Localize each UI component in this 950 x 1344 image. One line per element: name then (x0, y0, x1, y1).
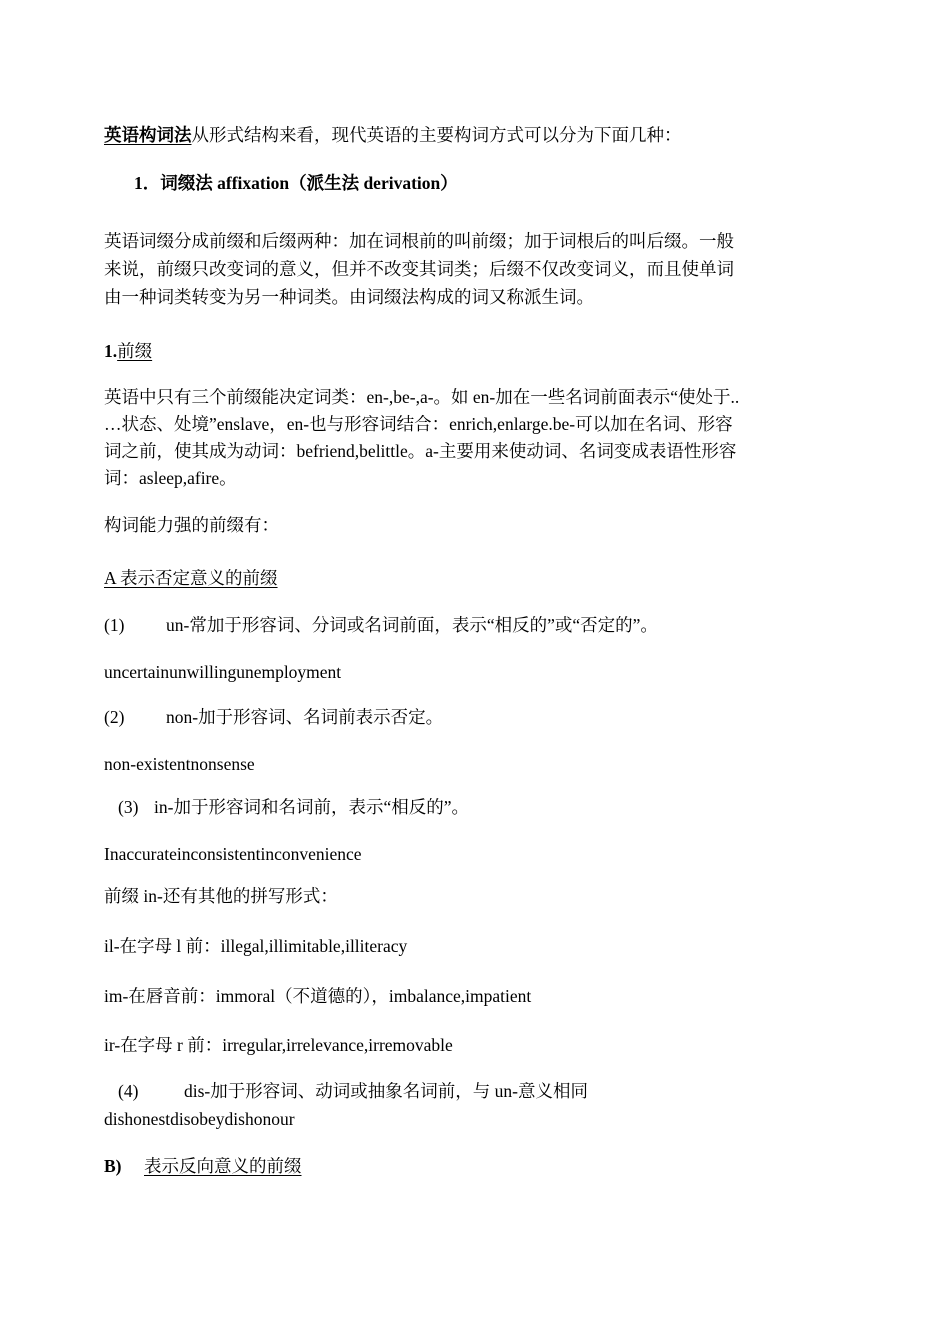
subheading-prefix (104, 340, 152, 362)
para2-line-2: …状态、处境”enslave，en-也与形容词结合：enrich,enlarge.be-可以加在名词、形容 (104, 414, 733, 434)
item-2-number: (2) (104, 707, 125, 727)
in-forms-im: im-在唇音前：immoral（不道德的），imbalance,impatient (104, 986, 532, 1006)
item-3-examples: Inaccurateinconsistentinconvenience (104, 844, 362, 864)
item-1-number: (1) (104, 615, 125, 635)
item-1-examples: uncertainunwillingunemployment (104, 662, 342, 682)
para1-line-1: 英语词缀分成前缀和后缀两种：加在词根前的叫前缀；加于词根后的叫后缀。一般 (104, 231, 734, 251)
intro-line (104, 124, 682, 146)
in-forms-intro: 前缀 in-还有其他的拼写形式： (104, 886, 338, 906)
subheading-number: 1. (104, 341, 118, 361)
para2-line-3: 词之前，使其成为动词：befriend,belittle。a-主要用来使动词、名词变成表语性形容 (104, 441, 737, 461)
group-b-heading (104, 1155, 302, 1177)
item-1-text: un-常加于形容词、分词或名词前面，表示“相反的”或“否定的”。 (166, 615, 658, 635)
subheading-label: 前缀 (117, 341, 153, 361)
item-3-text: in-加于形容词和名词前，表示“相反的”。 (154, 797, 469, 817)
intro-title: 英语构词法 (104, 125, 192, 145)
group-b-text: 表示反向意义的前缀 (144, 1156, 302, 1176)
para2-line-4: 词：asleep,afire。 (104, 468, 237, 488)
item-4 (118, 1080, 588, 1102)
strong-prefixes-line: 构词能力强的前缀有： (104, 515, 279, 535)
intro-text: 从形式结构来看，现代英语的主要构词方式可以分为下面几种： (191, 125, 682, 145)
item-4-text: dis-加于形容词、动词或抽象名词前，与 un-意义相同 (184, 1081, 588, 1101)
group-a-heading: A 表示否定意义的前缀 (104, 568, 278, 588)
para1-line-3: 由一种词类转变为另一种词类。由词缀法构成的词又称派生词。 (104, 287, 594, 307)
group-b-label: B) (104, 1156, 122, 1176)
para2-line-1: 英语中只有三个前缀能决定词类：en-,be-,a-。如 en-加在一些名词前面表示“使处于.. (104, 387, 740, 407)
item-2-text: non-加于形容词、名词前表示否定。 (166, 707, 444, 727)
item-1 (104, 614, 658, 636)
item-4-number: (4) (118, 1081, 139, 1101)
item-3-number: (3) (118, 797, 139, 817)
para1-line-2: 来说，前缀只改变词的意义，但并不改变其词类；后缀不仅改变词义，而且使单词 (104, 259, 734, 279)
in-forms-ir: ir-在字母 r 前：irregular,irrelevance,irremovable (104, 1035, 453, 1055)
item-4-examples: dishonestdisobeydishonour (104, 1109, 295, 1129)
item-3 (118, 796, 469, 818)
section-heading: 1．词缀法 affixation（派生法 derivation） (134, 173, 458, 193)
in-forms-il: il-在字母 l 前：illegal,illimitable,illiteracy (104, 936, 408, 956)
item-2 (104, 706, 443, 728)
item-2-examples: non-existentnonsense (104, 754, 255, 774)
